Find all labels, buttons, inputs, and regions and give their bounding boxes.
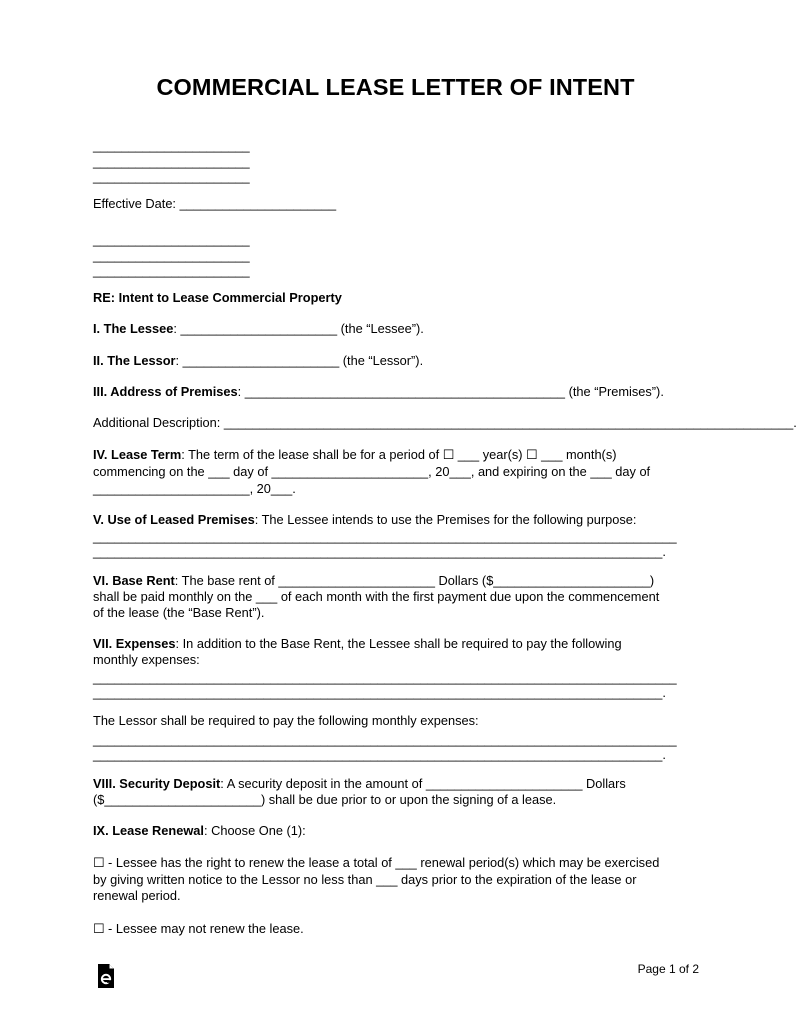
lessee-expenses-line-2[interactable]: ________________________________________________________________________________. bbox=[93, 685, 666, 700]
effective-date-row bbox=[93, 195, 336, 212]
effective-date-field[interactable]: ______________________ bbox=[179, 196, 337, 211]
renewal-option-1-line-1[interactable]: ☐ - Lessee has the right to renew the lease a total of ___ renewal period(s) which may be exercised bbox=[93, 855, 660, 870]
lessor-field[interactable]: ______________________ bbox=[182, 353, 340, 368]
premises-row: III. Address of Premises: _____________________________________________ (the “Premises”). bbox=[93, 384, 664, 399]
expenses-line-2: monthly expenses: bbox=[93, 652, 200, 667]
lessor-expenses-label: The Lessor shall be required to pay the following monthly expenses: bbox=[93, 713, 479, 728]
lessor-row: II. The Lessor: ______________________ (the “Lessor”). bbox=[93, 353, 424, 368]
page-number: Page 1 of 2 bbox=[637, 962, 699, 976]
premises-heading: III. Address of Premises bbox=[93, 384, 238, 399]
deposit-line-2[interactable]: ($______________________) shall be due prior to or upon the signing of a lease. bbox=[93, 792, 557, 807]
lessee-suffix: (the “Lessee”). bbox=[340, 321, 424, 336]
expenses-heading: VII. Expenses bbox=[93, 636, 176, 651]
expenses-text: : In addition to the Base Rent, the Lessee shall be required to pay the following bbox=[175, 636, 622, 651]
base-rent-line-2[interactable]: shall be paid monthly on the ___ of each month with the first payment due upon the commencement bbox=[93, 589, 660, 604]
recipient-address-line-2[interactable]: ______________________ bbox=[93, 248, 250, 263]
additional-description-field[interactable]: ________________________________________________________________________________ bbox=[223, 415, 794, 430]
lessor-heading: II. The Lessor bbox=[93, 353, 176, 368]
deposit-heading: VIII. Security Deposit bbox=[93, 776, 221, 791]
lease-term-line-2[interactable]: commencing on the ___ day of ______________________, 20___, and expiring on the ___ day of bbox=[93, 464, 651, 479]
lessor-expenses-line-2-field[interactable]: ________________________________________________________________________________ bbox=[93, 747, 663, 762]
re-line: RE: Intent to Lease Commercial Property bbox=[93, 290, 342, 305]
lessor-expenses-line-1[interactable]: __________________________________________________________________________________ bbox=[93, 732, 677, 747]
recipient-address-line-1[interactable]: ______________________ bbox=[93, 232, 250, 247]
base-rent-heading: VI. Base Rent bbox=[93, 573, 175, 588]
base-rent-text[interactable]: : The base rent of ______________________ Dollars ($______________________) bbox=[174, 573, 655, 588]
use-row bbox=[93, 511, 636, 528]
lessee-field[interactable]: ______________________ bbox=[180, 321, 338, 336]
renewal-option-1-line-2[interactable]: by giving written notice to the Lessor no less than ___ days prior to the expiration of the lease or bbox=[93, 872, 637, 887]
document-title: COMMERCIAL LEASE LETTER OF INTENT bbox=[156, 74, 635, 100]
lessee-expenses-line-1[interactable]: __________________________________________________________________________________ bbox=[93, 670, 677, 685]
additional-description-label: Additional Description: bbox=[93, 415, 221, 430]
lessee-heading: I. The Lessee bbox=[93, 321, 174, 336]
sender-address-line-2[interactable]: ______________________ bbox=[93, 154, 250, 169]
use-purpose-line-2[interactable]: ________________________________________________________________________________. bbox=[93, 544, 666, 559]
deposit-text[interactable]: : A security deposit in the amount of ______________________ Dollars bbox=[220, 776, 626, 791]
lease-term-text[interactable]: : The term of the lease shall be for a period of ☐ ___ year(s) ☐ ___ month(s) bbox=[181, 447, 617, 462]
use-text: : The Lessee intends to use the Premises for the following purpose: bbox=[254, 512, 637, 527]
lessor-expenses-line-2[interactable]: ________________________________________________________________________________. bbox=[93, 747, 666, 762]
renewal-choose: : Choose One (1): bbox=[203, 823, 306, 838]
premises-field[interactable]: _____________________________________________ bbox=[244, 384, 566, 399]
premises-suffix: (the “Premises”). bbox=[568, 384, 664, 399]
deposit-line-1 bbox=[93, 775, 626, 792]
lease-term-line-3[interactable]: ______________________, 20___. bbox=[93, 481, 296, 496]
lessor-suffix: (the “Lessor”). bbox=[342, 353, 424, 368]
additional-description-row: Additional Description: ________________________________________________________________________________. bbox=[93, 415, 797, 430]
effective-date-label: Effective Date: bbox=[93, 196, 176, 211]
use-heading: V. Use of Leased Premises bbox=[93, 512, 255, 527]
expenses-line-1 bbox=[93, 635, 622, 652]
lessee-row: I. The Lessee: ______________________ (the “Lessee”). bbox=[93, 321, 424, 336]
sender-address-line-3[interactable]: ______________________ bbox=[93, 169, 250, 184]
sender-address-line-1[interactable]: ______________________ bbox=[93, 138, 250, 153]
base-rent-line-1 bbox=[93, 572, 654, 589]
lessee-expenses-line-2-field[interactable]: ________________________________________________________________________________ bbox=[93, 685, 663, 700]
use-purpose-line-1[interactable]: __________________________________________________________________________________ bbox=[93, 529, 677, 544]
recipient-address-line-3[interactable]: ______________________ bbox=[93, 263, 250, 278]
eforms-logo-icon bbox=[97, 963, 115, 989]
lease-term-line-1 bbox=[93, 446, 616, 463]
renewal-heading: IX. Lease Renewal bbox=[93, 823, 204, 838]
renewal-option-2[interactable]: ☐ - Lessee may not renew the lease. bbox=[93, 921, 304, 936]
renewal-row bbox=[93, 822, 306, 839]
renewal-option-1-line-3: renewal period. bbox=[93, 888, 181, 903]
use-purpose-line-2-field[interactable]: ________________________________________________________________________________ bbox=[93, 544, 663, 559]
lease-term-heading: IV. Lease Term bbox=[93, 447, 182, 462]
base-rent-line-3: of the lease (the “Base Rent”). bbox=[93, 605, 265, 620]
